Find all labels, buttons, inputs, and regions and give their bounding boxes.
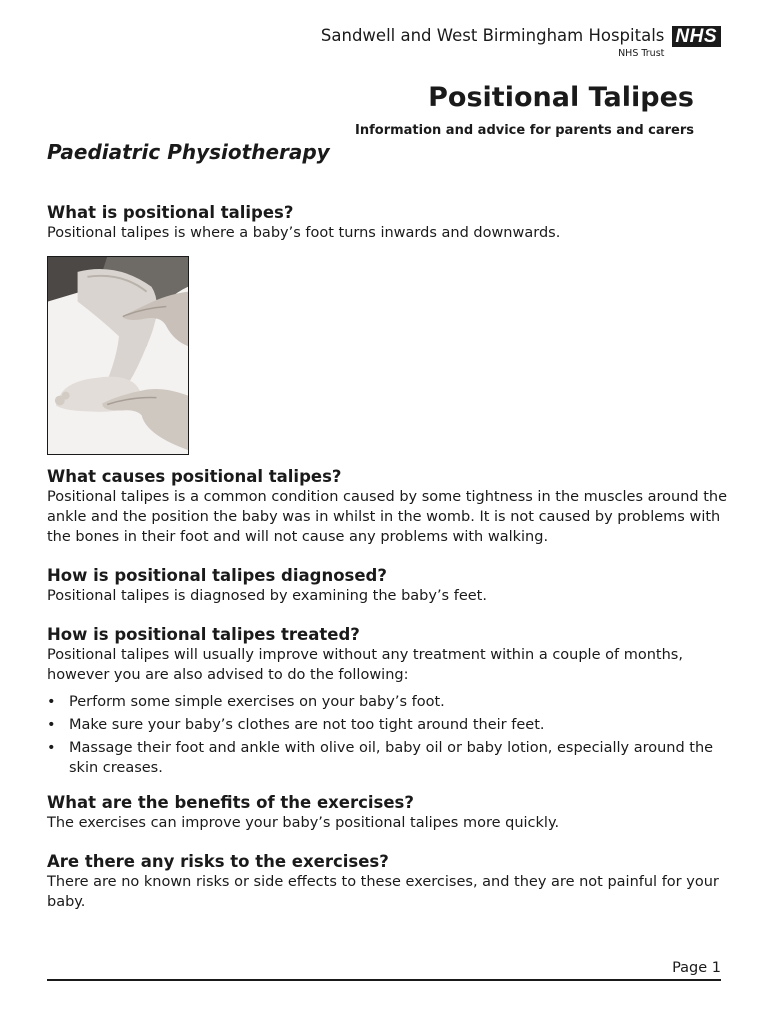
section-benefits xyxy=(47,792,727,833)
list-item xyxy=(47,692,727,712)
section-paragraph: Positional talipes is a common condition caused by some tightness in the muscles around the ankle and the position the baby was in whilst in the womb. It is not caused by problems with the bones in their foot and will not cause any problems with walking. xyxy=(47,489,728,545)
baby-foot-photo xyxy=(47,256,189,455)
bullet-icon: • xyxy=(47,694,56,710)
footer-divider xyxy=(47,979,721,981)
nhs-logo: NHS xyxy=(672,26,721,47)
treatment-list xyxy=(47,692,727,778)
page-title: Positional Talipes xyxy=(428,82,694,113)
list-item-text: Perform some simple exercises on your baby’s foot. xyxy=(69,694,445,710)
organization-name: Sandwell and West Birmingham Hospitals xyxy=(320,26,665,45)
section-heading: What are the benefits of the exercises? xyxy=(47,793,414,812)
section-diagnosed xyxy=(47,565,727,606)
bullet-icon: • xyxy=(47,740,56,756)
list-item-text: Make sure your baby’s clothes are not too tight around their feet. xyxy=(69,717,545,733)
trust-label: NHS Trust xyxy=(618,48,665,59)
section-paragraph: Positional talipes will usually improve without any treatment within a couple of months, however you are also advised to do the following: xyxy=(47,647,683,683)
department-name: Paediatric Physiotherapy xyxy=(47,140,330,164)
organization-header xyxy=(321,24,721,60)
organization-text xyxy=(321,24,664,60)
document-body xyxy=(47,202,727,930)
section-what-is xyxy=(47,202,727,243)
section-heading: How is positional talipes treated? xyxy=(47,625,360,644)
list-item xyxy=(47,738,727,778)
section-paragraph: There are no known risks or side effects to these exercises, and they are not painful for your baby. xyxy=(47,874,719,910)
list-item-text: Massage their foot and ankle with olive oil, baby oil or baby lotion, especially around the skin creases. xyxy=(69,740,714,776)
bullet-icon: • xyxy=(47,717,56,733)
page-subtitle: Information and advice for parents and carers xyxy=(355,123,694,138)
section-paragraph: The exercises can improve your baby’s positional talipes more quickly. xyxy=(47,815,560,831)
section-heading: What causes positional talipes? xyxy=(47,467,342,486)
section-paragraph: Positional talipes is diagnosed by examining the baby’s feet. xyxy=(47,588,487,604)
section-heading: What is positional talipes? xyxy=(47,203,294,222)
section-heading: Are there any risks to the exercises? xyxy=(47,852,389,871)
section-heading: How is positional talipes diagnosed? xyxy=(47,566,387,585)
baby-foot-illustration xyxy=(48,257,188,454)
page-number: Page 1 xyxy=(672,960,721,976)
section-paragraph: Positional talipes is where a baby’s foot turns inwards and downwards. xyxy=(47,225,561,241)
section-causes xyxy=(47,466,727,547)
list-item xyxy=(47,715,727,735)
section-treated xyxy=(47,624,727,778)
section-risks xyxy=(47,851,727,912)
